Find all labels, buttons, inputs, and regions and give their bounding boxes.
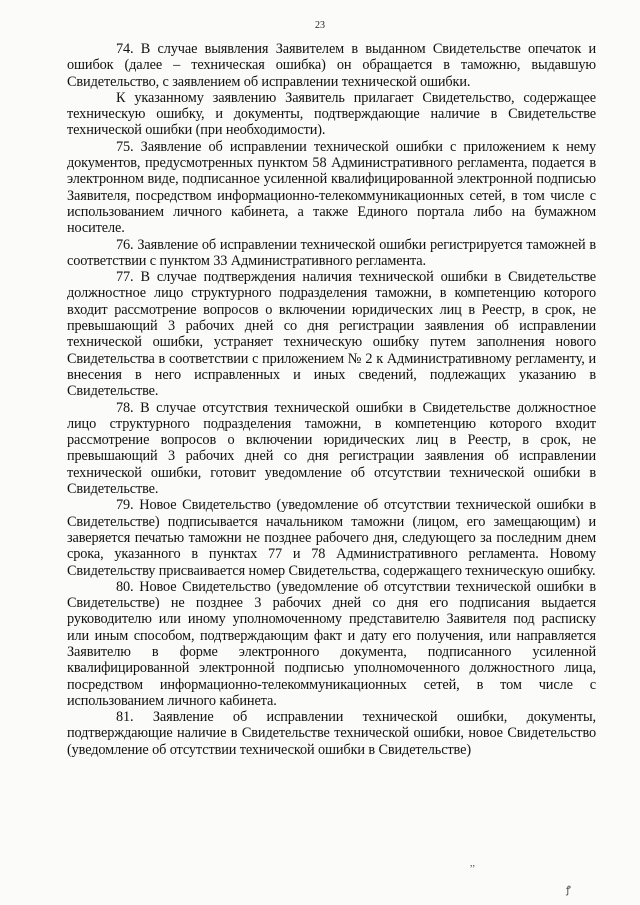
paragraph-78: 78. В случае отсутствия технической ошибки в Свидетельстве должностное лицо структурного подразделения таможни, в компетенцию которого входит рассмотрение вопросов о включении юридических лиц в Реестр, в срок, не превышающий 3 рабочих дней со дня регистрации заявления об исправлении технической ошибки, готовит уведомление об отсутствии технической ошибки в Свидетельстве. — [67, 399, 596, 498]
paragraph-74-attachment: К указанному заявлению Заявитель прилагает Свидетельство, содержащее техническую ошибку, и документы, подтверждающие наличие в Свидетельстве технической ошибки (при необходимости). — [67, 89, 596, 139]
paragraph-81: 81. Заявление об исправлении технической ошибки, документы, подтверждающие наличие в Свидетельстве технической ошибки, новое Свидетельство (уведомление об отсутствии технической ошибки в Свидетельстве) — [67, 709, 596, 758]
scan-mark: ꝭ — [566, 885, 571, 896]
paragraph-76: 76. Заявление об исправлении технической ошибки регистрируется таможней в соответствии с пунктом 33 Административного регламента. — [67, 236, 596, 269]
page-body — [67, 41, 596, 758]
paragraph-77: 77. В случае подтверждения наличия технической ошибки в Свидетельстве должностное лицо структурного подразделения таможни, в компетенцию которого входит рассмотрение вопросов о включении юридических лиц в Реестр, в срок, не превышающий 3 рабочих дней со дня регистрации заявления об исправлении технической ошибки, устраняет техническую ошибку путем заполнения нового Свидетельства в соответствии с приложением № 2 к Административному регламенту, и внесения в него исправленных и иных сведений, подлежащих указанию в Свидетельстве. — [67, 269, 596, 400]
page-number: 23 — [315, 20, 325, 31]
paragraph-79: 79. Новое Свидетельство (уведомление об отсутствии технической ошибки в Свидетельстве) подписывается начальником таможни (лицом, его замещающим) и заверяется печатью таможни не позднее рабочего дня, следующего за последним днем срока, указанного в пунктах 77 и 78 Административного регламента. Новому Свидетельству присваивается номер Свидетельства, содержащего техническую ошибку. — [67, 497, 596, 579]
paragraph-80: 80. Новое Свидетельство (уведомление об отсутствии технической ошибки в Свидетельстве) не позднее 3 рабочих дней со дня его подписания выдается руководителю или иному уполномоченному представителю Заявителя под расписку или иным способом, подтверждающим факт и дату его получения, или направляется Заявителю в форме электронного документа, подписанного усиленной квалифицированной электронной подписью уполномоченного должностного лица, посредством информационно-телекоммуникационных сетей, в том числе с использованием личного кабинета. — [67, 578, 596, 709]
scan-mark: ,, — [470, 858, 475, 869]
paragraph-74: 74. В случае выявления Заявителем в выданном Свидетельстве опечаток и ошибок (далее – техническая ошибка) он обращается в таможню, выдавшую Свидетельство, с заявлением об исправлении технической ошибки. — [67, 41, 596, 90]
paragraph-75: 75. Заявление об исправлении технической ошибки с приложением к нему документов, предусмотренных пунктом 58 Административного регламента, подается в электронном виде, подписанное усиленной квалифицированной электронной подписью Заявителя, посредством информационно-телекоммуникационных сетей, в том числе с использованием личного кабинета, а также Единого портала либо на бумажном носителе. — [67, 138, 596, 237]
